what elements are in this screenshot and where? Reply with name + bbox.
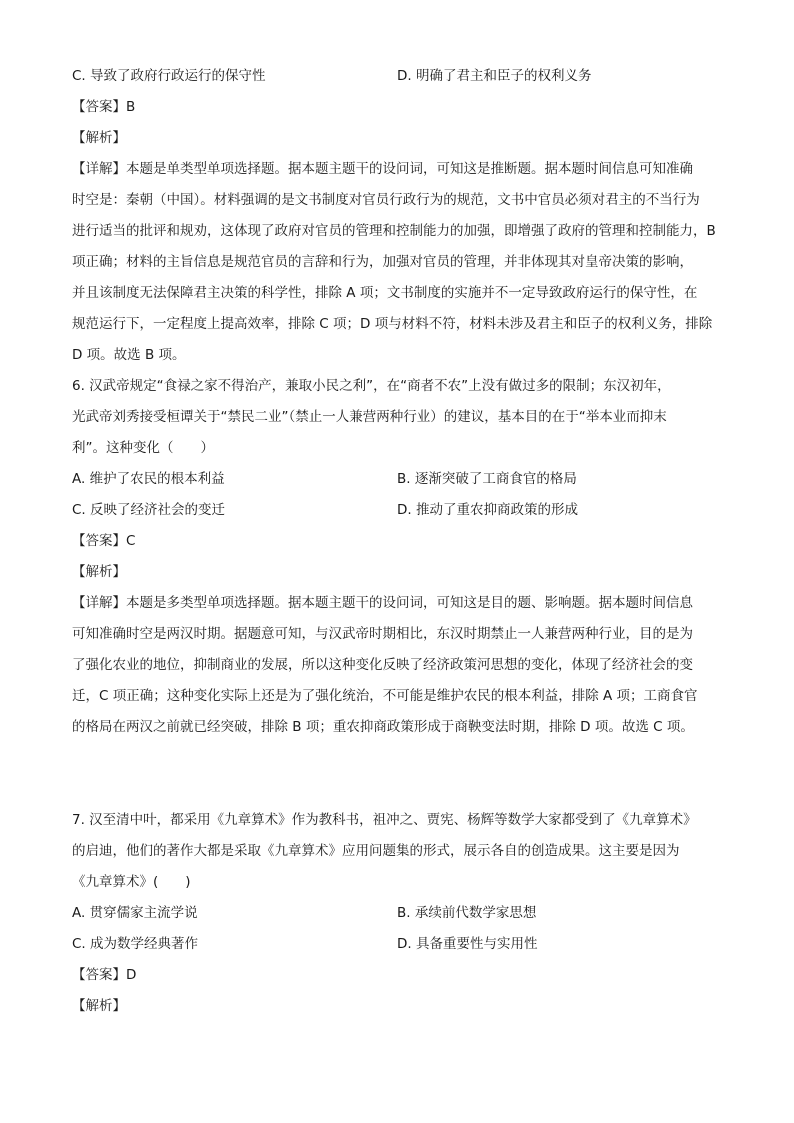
q6-detail-line: 了强化农业的地位，抑制商业的发展，所以这种变化反映了经济政策河思想的变化，体现了经济社会的变 xyxy=(72,657,693,673)
q6-option-d: D. 推动了重农抑商政策的形成 xyxy=(397,502,578,518)
q6-stem-line: 光武帝刘秀接受桓谭关于“禁民二业”（禁止一人兼营两种行业）的建议，基本目的在于“举本业而抑末 xyxy=(72,409,667,425)
document-page xyxy=(72,64,722,1025)
q5-answer: 【答案】B xyxy=(72,99,136,115)
q5-options-cd xyxy=(72,64,722,95)
q5-analysis-label: 【解析】 xyxy=(72,130,126,146)
q5-detail-line: 项正确；材料的主旨信息是规范官员的言辞和行为，加强对官员的管理，并非体现其对皇帝决策的影响， xyxy=(72,254,693,270)
q6-option-b: B. 逐渐突破了工商食官的格局 xyxy=(397,471,577,487)
q6-analysis-label: 【解析】 xyxy=(72,564,126,580)
q5-detail-line: 进行适当的批评和规劝，这体现了政府对官员的管理和控制能力的加强，即增强了政府的管理和控制能力，B xyxy=(72,223,716,239)
q5-option-c: C. 导致了政府行政运行的保守性 xyxy=(72,68,266,84)
q7-analysis-label: 【解析】 xyxy=(72,998,126,1014)
q6-detail-line: 【详解】本题是多类型单项选择题。据本题主题干的设问词，可知这是目的题、影响题。据本题时间信息 xyxy=(72,595,693,611)
q7-options-ab xyxy=(72,901,722,932)
q7-stem-line: 7. 汉至清中叶，都采用《九章算术》作为教科书，祖冲之、贾宪、杨辉等数学大家都受到了《九章算术》 xyxy=(72,812,697,828)
q7-option-a: A. 贯穿儒家主流学说 xyxy=(72,905,198,921)
q7-options-cd xyxy=(72,932,722,963)
q6-detail-line: 的格局在两汉之前就已经突破，排除 B 项；重农抑商政策形成于商鞅变法时期，排除 D 项。故选 C 项。 xyxy=(72,719,694,735)
q6-options-cd xyxy=(72,498,722,529)
q7-option-b: B. 承续前代数学家思想 xyxy=(397,905,537,921)
q6-detail-line: 可知准确时空是两汉时期。据题意可知，与汉武帝时期相比，东汉时期禁止一人兼营两种行业，目的是为 xyxy=(72,626,693,642)
q7-stem-line: 《九章算术》( ) xyxy=(72,874,191,890)
q7-stem-line: 的启迪，他们的著作大都是采取《九章算术》应用问题集的形式，展示各自的创造成果。这主要是因为 xyxy=(72,843,680,859)
q5-detail-line: 规范运行下，一定程度上提高效率，排除 C 项；D 项与材料不符，材料未涉及君主和臣子的权利义务，排除 xyxy=(72,316,713,332)
q7-option-c: C. 成为数学经典著作 xyxy=(72,936,199,952)
q7-answer: 【答案】D xyxy=(72,967,137,983)
q6-answer: 【答案】C xyxy=(72,533,136,549)
q6-stem-line: 利”。这种变化（ ） xyxy=(72,440,214,456)
q6-options-ab xyxy=(72,467,722,498)
section-spacer xyxy=(72,746,722,808)
q5-detail-line: D 项。故选 B 项。 xyxy=(72,347,186,363)
q5-detail-line: 并且该制度无法保障君主决策的科学性，排除 A 项；文书制度的实施并不一定导致政府运行的保守性，在 xyxy=(72,285,698,301)
q5-detail-line: 时空是：秦朝（中国）。材料强调的是文书制度对官员行政行为的规范，文书中官员必须对君主的不当行为 xyxy=(72,192,700,208)
q6-option-c: C. 反映了经济社会的变迁 xyxy=(72,502,226,518)
q6-detail-line: 迁，C 项正确；这种变化实际上还是为了强化统治，不可能是维护农民的根本利益，排除 A 项；工商食官 xyxy=(72,688,698,704)
q5-detail-line: 【详解】本题是单类型单项选择题。据本题主题干的设问词，可知这是推断题。据本题时间信息可知准确 xyxy=(72,161,693,177)
q5-option-d: D. 明确了君主和臣子的权利义务 xyxy=(397,68,592,84)
q7-option-d: D. 具备重要性与实用性 xyxy=(397,936,538,952)
q6-stem-line: 6. 汉武帝规定“食禄之家不得治产，兼取小民之利”，在“商者不农”上没有做过多的限制；东汉初年， xyxy=(72,378,671,394)
q6-option-a: A. 维护了农民的根本利益 xyxy=(72,471,225,487)
